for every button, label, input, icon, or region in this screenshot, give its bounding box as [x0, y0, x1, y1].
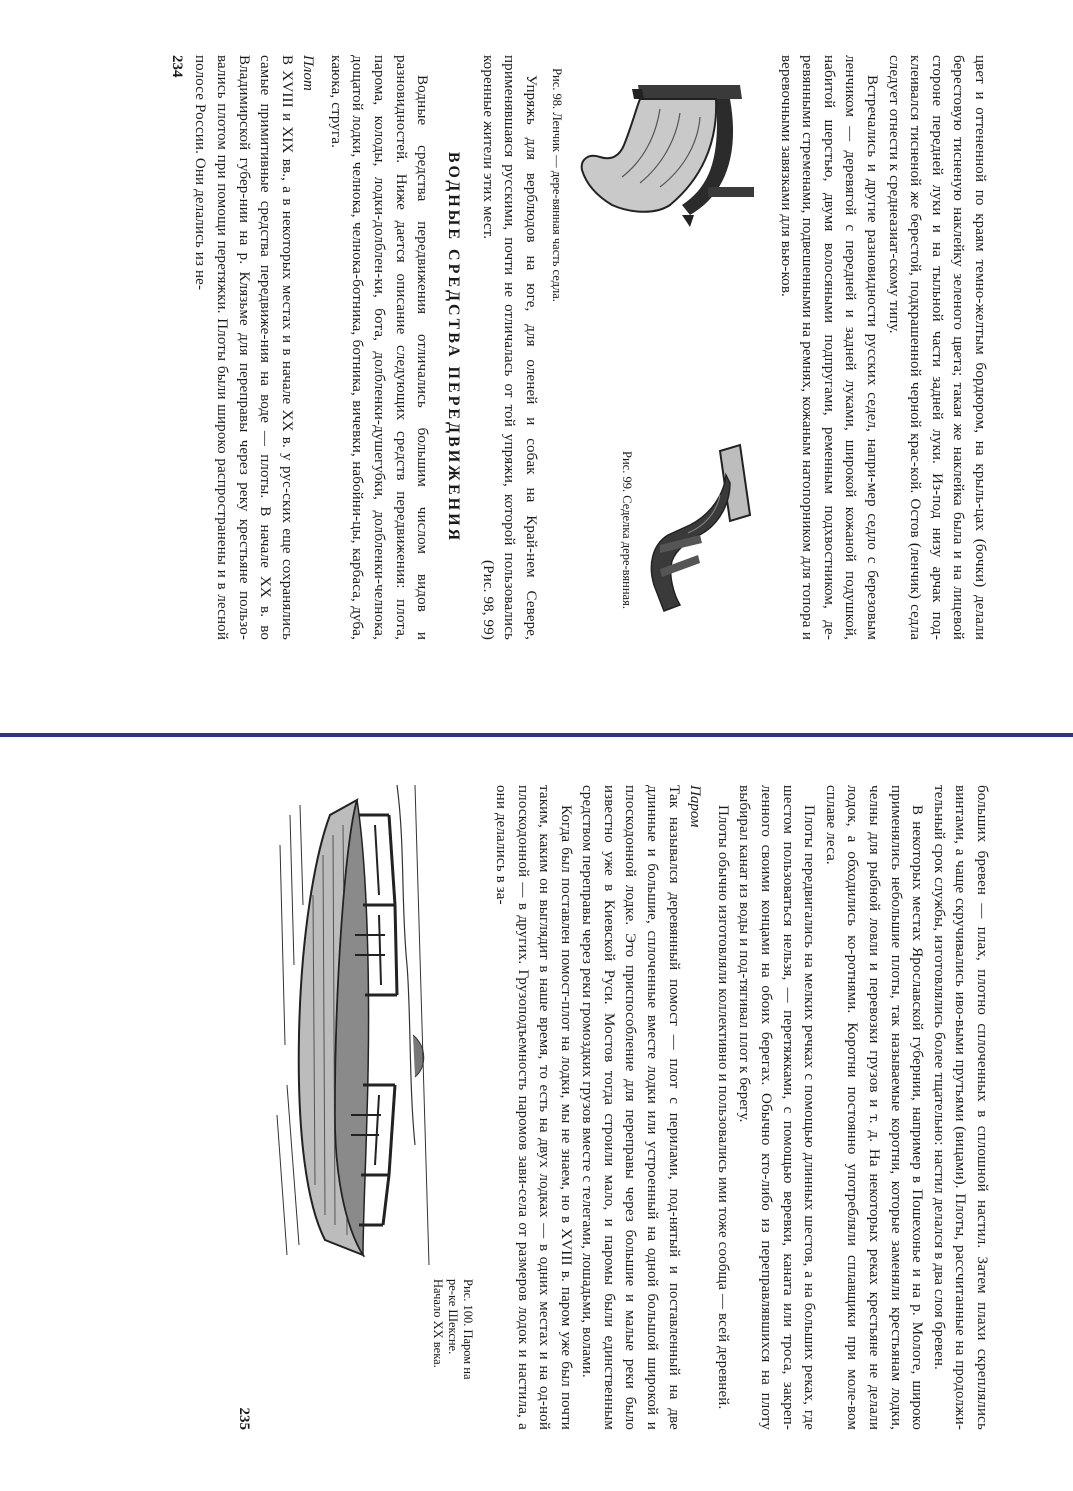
figure-100-caption: Рис. 100. Паром на ре-ке Шексне. Начало XX века.: [431, 1279, 476, 1380]
figure-row: [260, 785, 475, 1430]
figure-100: [260, 785, 475, 1425]
paragraph: Водные средства передвижения отличались большим числом видов и разновидностей. Ниже дается описание следующих средств передвижения: плота, парома, колоды, лодки-долблен-ки, бота, долбленки-душегубки, долбленки-челнока, дощатой лодки, челнока, челнока-ботника, ботника, вичевки, набойни-цы, карбаса, дуба, каюка, струга.: [327, 55, 431, 640]
subheading: Плот: [300, 55, 317, 91]
subheading: Паром: [687, 785, 704, 828]
figure-reference: (Рис. 98, 99): [479, 560, 496, 640]
figure-98-caption: Рис. 98. Ленчик — дере-вянная часть седла.: [550, 68, 565, 302]
figure-98: [549, 55, 760, 315]
paragraph: больших бревен — плах, плотно сплоченных в сплошной настил. Затем плахи скреплялись винтами, а чаще скручивались иво-выми прутьями (вицами). Плоты, рассчитанные на продолжи-тельный срок службы, изготовлялись более тщательно: настил делался в два слоя бревен.: [930, 785, 990, 1430]
figure-99-caption: Рис. 99. Седелка дере-вянная.: [620, 451, 635, 609]
paragraph: [476, 55, 541, 640]
section-heading: ВОДНЫЕ СРЕДСТВА ПЕРЕДВИЖЕНИЯ: [445, 151, 463, 544]
paragraph: цвет и оттененной по краям темно-желтым бордюром, на крыль-цах (бочки) делали берестовую тисненую наклейку зеленого цвета; такая же наклейка была и на лицевой стороне передней луки и на тыльной части задней луки. Из-под низу арчак под-клеивался тисненой же берестой, подкрашенной черной крас-кой. Остов (ленчик) седла следует отнести к среднеазиат-скому типу.: [885, 55, 988, 640]
paragraph: Плоты передвигались на мелких речках с помощью длинных шестов, а на больших реках, где шестом пользоваться нельзя, — перетяжками, с помощью веревки, каната или троса, закреп-ленного своими концами на обоих берегах. Обычно кто-либо из переправлявшихся на плоту выбирал канат из воды и под-тягивал плот к берегу.: [736, 785, 818, 1430]
paragraph: Когда был поставлен помост-плот на лодки, мы не знаем, но в XVIII в. паром уже был почти таким, каким он выглядит в наше время, то есть на двух лодках — в одних местах и на од-ной плоскодонной — в других. Грузоподъемность паромов зави-села от размеров лодок и настила, а они делались в за-: [492, 785, 574, 1430]
paragraph: В некоторых местах Ярославской губернии, например в Пошехонье и на р. Мологе, широко применялись небольшие плоты, так называемые коротни, которые заменяли крестьянам лодки, челны для рыбной ловли и перевозки грузов и т. д. На некоторых реках крестьяне не делали лодок, а обходились ко-ротнями. Коротни постоянно употребляли сплавщики при моле-вом сплаве леса.: [822, 785, 926, 1430]
figure-99: [619, 420, 760, 640]
page-235: [82, 785, 992, 1430]
saddle-tree-illustration: [570, 65, 760, 305]
page-divider: [0, 733, 1073, 737]
ferry-illustration: [260, 785, 475, 1265]
page-number: 234: [168, 55, 185, 78]
paragraph: Плоты обычно изготовляли коллективно и пользовались ими тоже сообща — всей деревней.: [714, 805, 731, 1410]
wooden-saddle-illustration: [640, 435, 760, 625]
page-number: 235: [236, 1407, 253, 1430]
paragraph: Встречались и другие разновидности русских седел, напри-мер седло с березовым ленчиком — деревягой с передней и задней луками, широкой кожаной подушкой, набитой шерстью, двумя волосяными подпругами, ременным подхвостником, де-ревянными стременами, подвешенными на ремнях, кожаным натопорником для топора и веревочными завязками для вью-ков.: [777, 55, 881, 640]
paragraph: В XVIII и XIX вв., а в некоторых местах и в начале XX в. у рус-ских еще сохранялись самые примитивные средства передвиже-ния на воде — плоты. В начале XX в. во Владимирской губер-нии на р. Клязьме для переправы через реку крестьяне пользо-вались плотом при помощи перетяжки. Плоты были широко распространены и в лесной полосе России. Они делались из не-: [192, 55, 295, 640]
paragraph: Так назывался деревянный помост — плот с перилами, под-нятый и поставленный на две длинные и большие, сплоченные вместе лодки или устроенный на одной большой широкой и плоскодонной лодке. Это приспособление для переправы через большие и малые реки было известно уже в Киевской Руси. Мостов тогда строили мало, и паромы были единственным средством переправы через реки громоздких грузов вместе с телегами, лошадьми, волами.: [579, 785, 682, 1430]
page-234: [90, 55, 990, 640]
figure-row: [549, 55, 760, 640]
paragraph-text: Упряжь для верблюдов на юге, для оленей и собак на Край-нем Севере, применявшаяся русскими, почти не отличалась от той упряжи, которой пользовались коренные жители этих мест.: [479, 55, 540, 640]
